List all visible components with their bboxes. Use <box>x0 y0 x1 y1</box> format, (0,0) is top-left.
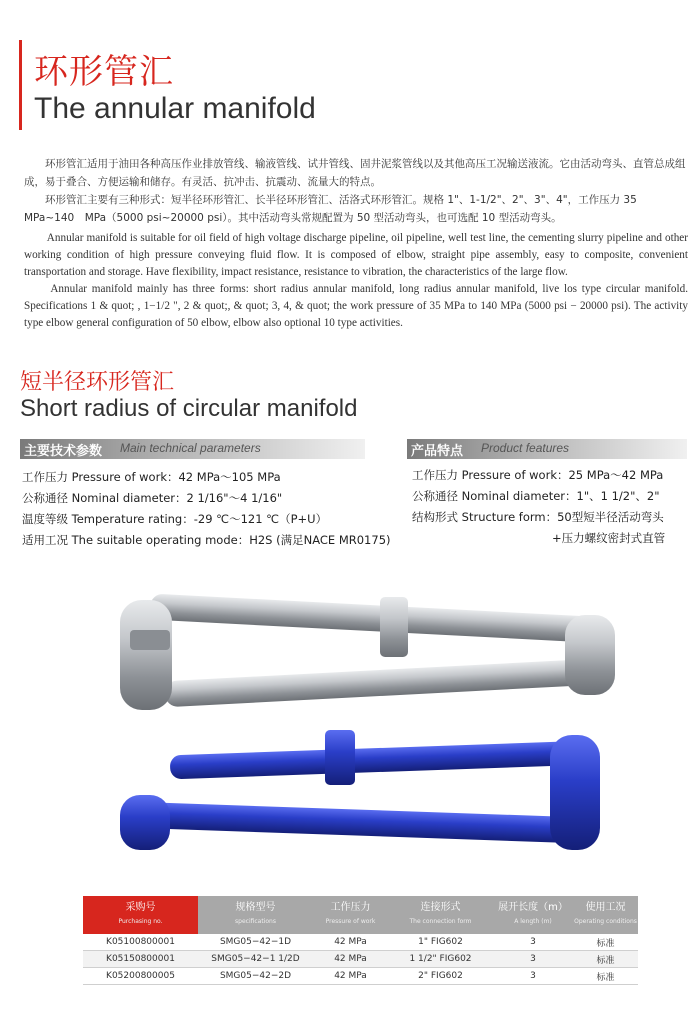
page-title-cn: 环形管汇 <box>34 52 174 92</box>
table-header-cell: 工作压力 Pressure of work <box>313 896 388 934</box>
section-title-en: Short radius of circular manifold <box>20 395 358 422</box>
tech-param-temperature: 温度等级 Temperature rating：-29 ℃～121 ℃（P+U） <box>22 512 328 526</box>
table-cell: 3 <box>493 968 573 985</box>
table-cell: 42 MPa <box>313 951 388 968</box>
table-cell: K05100800001 <box>83 934 198 951</box>
table-header-row <box>83 896 638 934</box>
section-title-cn: 短半径环形管汇 <box>20 370 175 395</box>
tech-params-header-en: Main technical parameters <box>120 441 261 455</box>
table-cell: 42 MPa <box>313 968 388 985</box>
table-header-cell: 展开长度（m） A length (m) <box>493 896 573 934</box>
table-cell: K05200800005 <box>83 968 198 985</box>
table-row <box>83 951 638 968</box>
silver-manifold <box>120 594 615 710</box>
intro-en <box>24 230 688 332</box>
tech-params-header-cn: 主要技术参数 <box>24 444 103 459</box>
title-accent-bar <box>19 40 22 130</box>
intro-en-paragraph-1: Annular manifold is suitable for oil field of high voltage discharge pipeline, oil pipeline, well test line, the cementing slurry pipeline and other working condition of high pressure conveying fluid flow. It is composed of elbow, straight pipe assembly, easy to composite, convenient transportation and storage. Have flexibility, impact resistance, resistance to vibration, the characteristics of the large flow. <box>24 232 688 278</box>
product-table <box>83 896 638 985</box>
feature-pressure: 工作压力 Pressure of work：25 MPa～42 MPa <box>412 468 664 482</box>
page-title-en: The annular manifold <box>34 92 316 125</box>
table-row <box>83 968 638 985</box>
table-cell: SMG05−42−2D <box>198 968 313 985</box>
features-header-cn: 产品特点 <box>411 444 464 459</box>
feature-structure: 结构形式 Structure form：50型短半径活动弯头 <box>412 510 664 524</box>
tech-params-list <box>22 467 391 551</box>
table-header-cell: 采购号 Purchasing no. <box>83 896 198 934</box>
table-header-cell: 使用工况 Operating conditions <box>573 896 638 934</box>
intro-cn-paragraph-1: 环形管汇适用于油田各种高压作业排放管线、输液管线、试井管线、固井泥浆管线以及其他高压工况输送液流。它由活动弯头、直管总成组成，易于叠合、方便运输和储存。有灵活、抗冲击、抗震动、流量大的特点。 <box>24 158 686 188</box>
table-cell: 42 MPa <box>313 934 388 951</box>
intro-en-paragraph-2: Annular manifold mainly has three forms: short radius annular manifold, long radius annular manifold, live los type circular manifold. Specifications 1 & quot; , 1−1/2 ", 2 & quot;, & quot; 3, 4, & quot; the work pressure of 35 MPa to 140 MPa (5000 psi − 20000 psi). The activity type elbow general configuration of 50 elbow, elbow also optional 10 type activities. <box>24 283 688 329</box>
table-cell: 标准 <box>573 951 638 968</box>
intro-cn-paragraph-2: 环形管汇主要有三种形式：短半径环形管汇、长半径环形管汇、活洛式环形管汇。规格 1"、1-1/2"、2"、3"、4"，工作压力 35 MPa~140 MPa（5000 psi~20000 psi）。其中活动弯头常规配置为 50 型活动弯头，也可选配 10 型活动弯头。 <box>24 194 637 224</box>
table-cell: 3 <box>493 934 573 951</box>
table-cell: 1" FIG602 <box>388 934 493 951</box>
tech-params-header <box>20 439 365 459</box>
feature-diameter: 公称通径 Nominal diameter：1"、1 1/2"、2" <box>412 489 660 503</box>
manifold-product-image <box>110 585 630 885</box>
table-cell: 3 <box>493 951 573 968</box>
tech-param-pressure: 工作压力 Pressure of work：42 MPa～105 MPa <box>22 470 281 484</box>
table-cell: 标准 <box>573 968 638 985</box>
table-cell: 2" FIG602 <box>388 968 493 985</box>
features-header <box>407 439 687 459</box>
table-cell: SMG05−42−1 1/2D <box>198 951 313 968</box>
tech-param-diameter: 公称通径 Nominal diameter：2 1/16"～4 1/16" <box>22 491 283 505</box>
intro-cn <box>24 155 688 227</box>
table-row <box>83 934 638 951</box>
table-header-cell: 规格型号 specifications <box>198 896 313 934</box>
table-cell: 1 1/2" FIG602 <box>388 951 493 968</box>
tech-param-operating-mode: 适用工况 The suitable operating mode：H2S (满足NACE MR0175) <box>22 533 391 547</box>
features-header-en: Product features <box>481 441 570 455</box>
blue-manifold <box>120 730 600 850</box>
features-list <box>412 465 665 549</box>
feature-structure-cont: +压力螺纹密封式直管 <box>552 531 666 545</box>
table-cell: 标准 <box>573 934 638 951</box>
table-cell: K05150800001 <box>83 951 198 968</box>
table-header-cell: 连接形式 The connection form <box>388 896 493 934</box>
table-cell: SMG05−42−1D <box>198 934 313 951</box>
